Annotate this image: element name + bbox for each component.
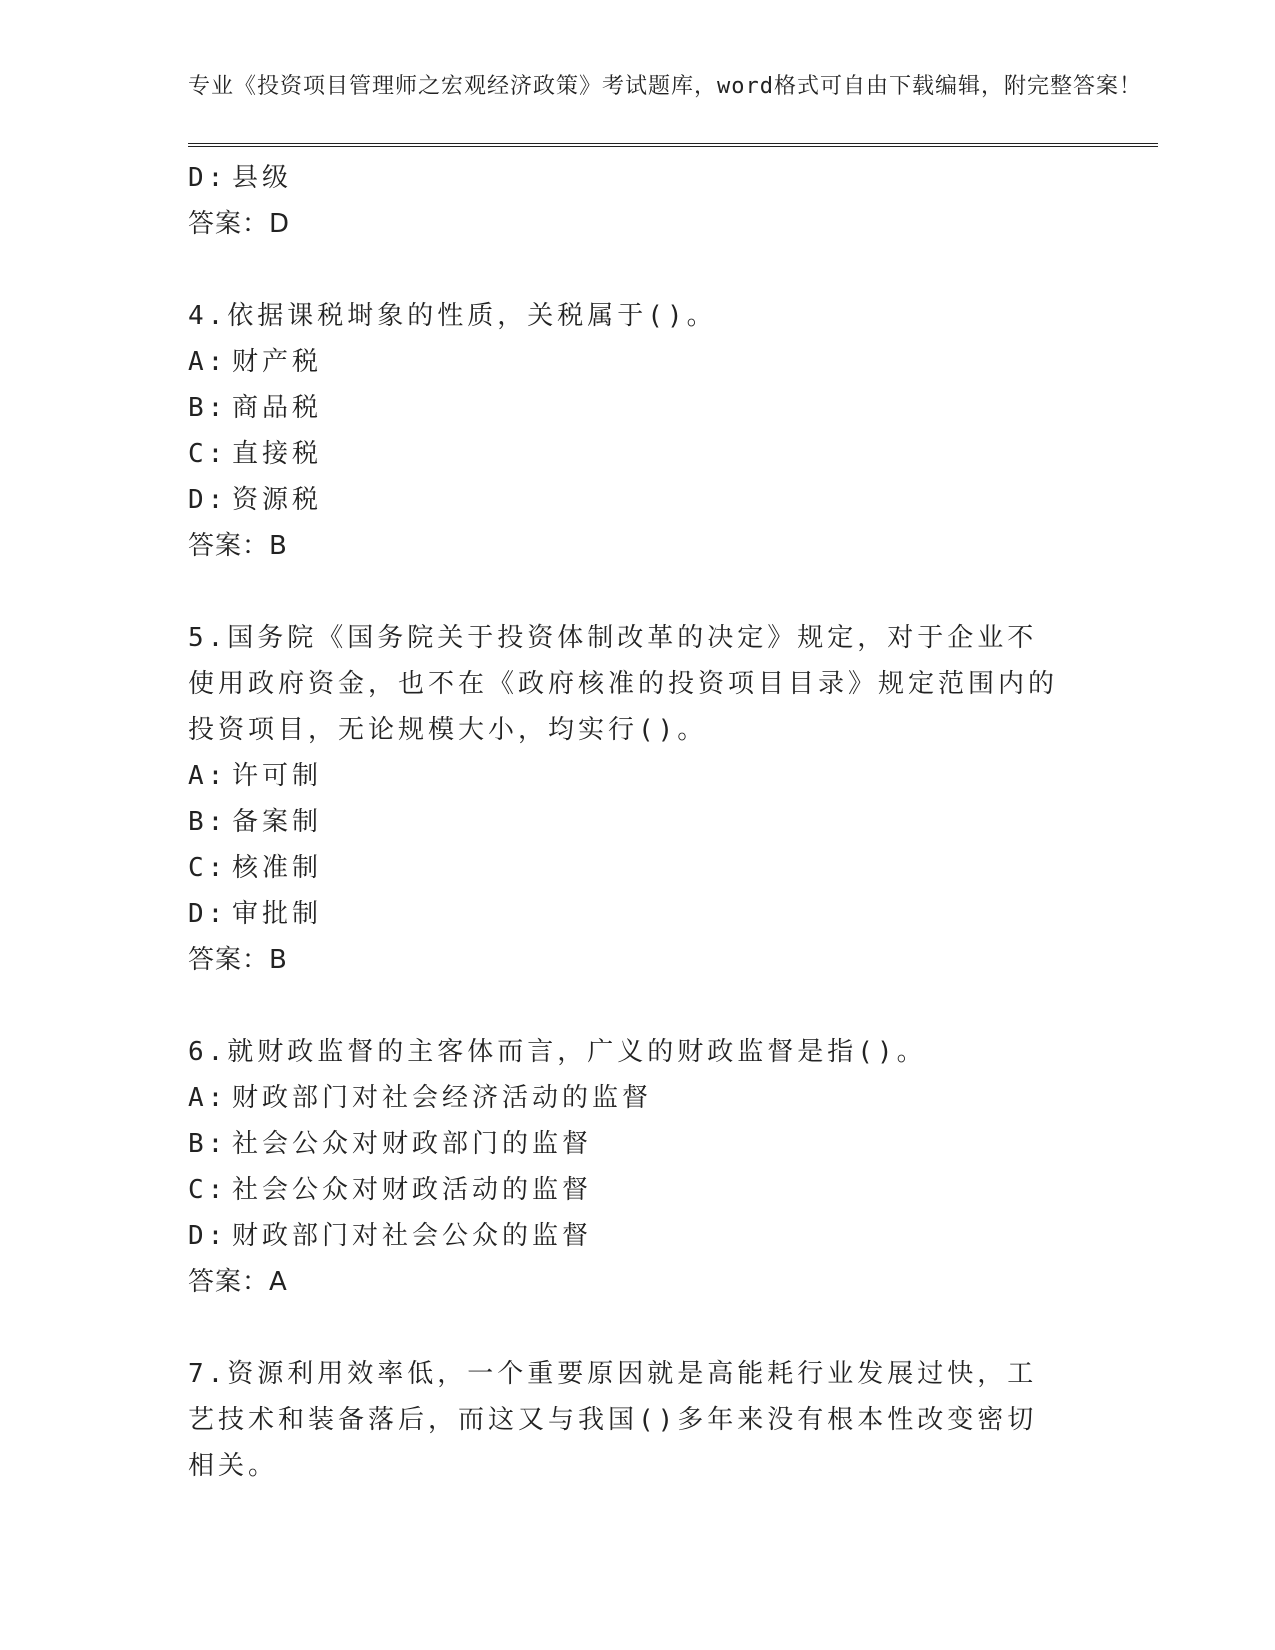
option-c xyxy=(188,845,1158,891)
option-text: 县级 xyxy=(232,163,293,193)
option-letter: B: xyxy=(188,393,228,423)
option-letter: A: xyxy=(188,1083,228,1113)
header-divider xyxy=(188,143,1158,147)
option-text: 财政部门对社会公众的监督 xyxy=(232,1221,593,1251)
option-text: 核准制 xyxy=(232,853,323,883)
option-letter: A: xyxy=(188,347,228,377)
option-text: 商品税 xyxy=(232,393,323,423)
option-b xyxy=(188,799,1158,845)
option-c xyxy=(188,1167,1158,1213)
option-letter: D: xyxy=(188,1221,228,1251)
option-letter: C: xyxy=(188,853,228,883)
option-b xyxy=(188,1121,1158,1167)
question-7 xyxy=(188,1351,1158,1489)
option-text: 许可制 xyxy=(232,761,323,791)
answer-line: 答案：A xyxy=(188,1267,288,1297)
option-c xyxy=(188,431,1158,477)
option-text: 资源税 xyxy=(232,485,323,515)
option-text: 财政部门对社会经济活动的监督 xyxy=(232,1083,653,1113)
answer-line: 答案：B xyxy=(188,531,288,561)
question-stem: 4.依据课税埘象的性质，关税属于()。 xyxy=(188,301,717,331)
option-text: 备案制 xyxy=(232,807,323,837)
question-4 xyxy=(188,293,1158,569)
option-letter: D: xyxy=(188,163,228,193)
option-d xyxy=(188,477,1158,523)
answer-line: 答案：D xyxy=(188,209,291,239)
document-header: 专业《投资项目管理师之宏观经济政策》考试题库，word格式可自由下载编辑，附完整答案！ xyxy=(188,74,1142,99)
option-d xyxy=(188,1213,1158,1259)
question-stem: 6.就财政监督的主客体而言，广义的财政监督是指()。 xyxy=(188,1037,927,1067)
question-stem: 7.资源利用效率低，一个重要原因就是高能耗行业发展过快，工艺技术和装备落后，而这又与我国()多年来没有根本性改变密切相关。 xyxy=(188,1359,1038,1481)
option-text: 社会公众对财政部门的监督 xyxy=(232,1129,593,1159)
option-d xyxy=(188,891,1158,937)
option-text: 审批制 xyxy=(232,899,323,929)
question-6 xyxy=(188,1029,1158,1305)
question-5 xyxy=(188,615,1158,983)
option-letter: C: xyxy=(188,439,228,469)
option-letter: B: xyxy=(188,807,228,837)
question-stem: 5.国务院《国务院关于投资体制改革的决定》规定，对于企业不使用政府资金，也不在《政府核准的投资项目目录》规定范围内的投资项目，无论规模大小，均实行()。 xyxy=(188,623,1059,745)
option-text: 社会公众对财政活动的监督 xyxy=(232,1175,593,1205)
option-text: 财产税 xyxy=(232,347,323,377)
option-text: 直接税 xyxy=(232,439,323,469)
option-letter: A: xyxy=(188,761,228,791)
option-a xyxy=(188,753,1158,799)
option-a xyxy=(188,339,1158,385)
document-body xyxy=(188,155,1158,1489)
option-a xyxy=(188,1075,1158,1121)
option-d xyxy=(188,155,1158,201)
option-b xyxy=(188,385,1158,431)
option-letter: D: xyxy=(188,899,228,929)
option-letter: B: xyxy=(188,1129,228,1159)
option-letter: C: xyxy=(188,1175,228,1205)
answer-line: 答案：B xyxy=(188,945,288,975)
document-page xyxy=(188,70,1158,1489)
question-3-tail xyxy=(188,155,1158,247)
option-letter: D: xyxy=(188,485,228,515)
